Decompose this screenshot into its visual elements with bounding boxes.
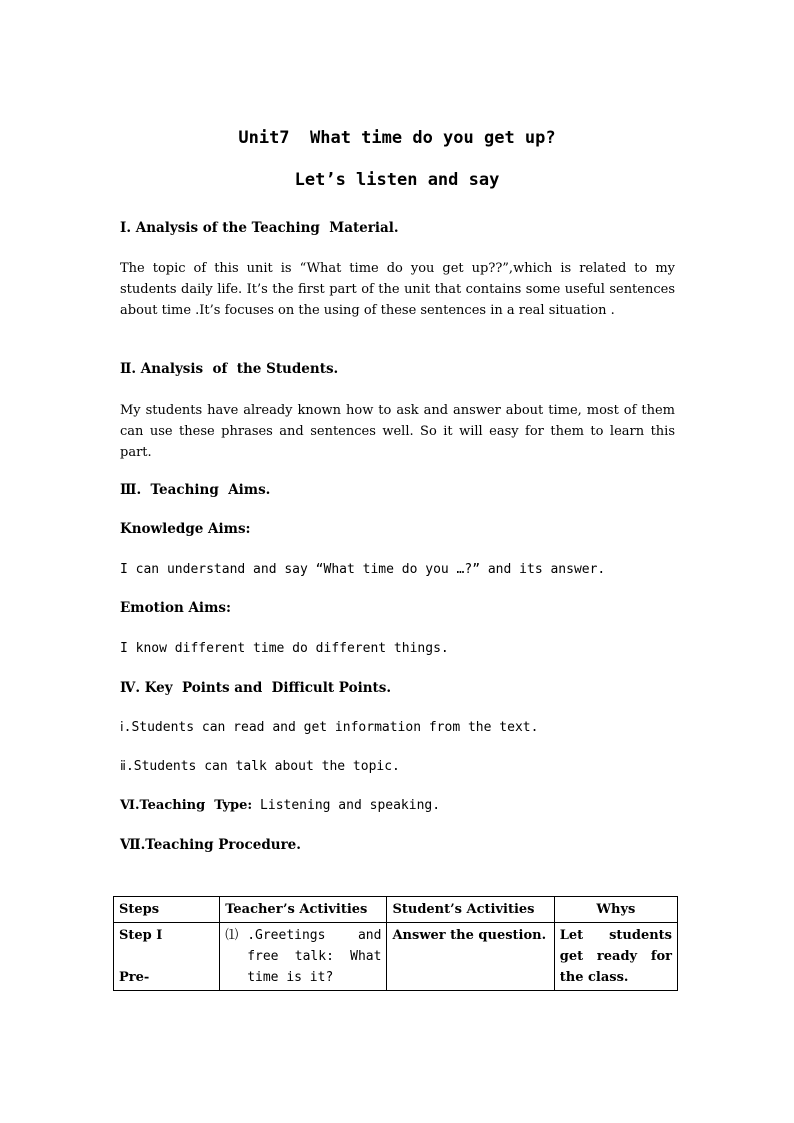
key-point-1: ⅰ.Students can read and get information from the text.: [120, 720, 539, 735]
header-whys: Whys: [554, 897, 677, 923]
student-activity-cell: Answer the question.: [387, 923, 554, 991]
procedure-table: [113, 896, 678, 991]
page-subtitle: Let’s listen and say: [294, 170, 500, 190]
table-row: [114, 923, 678, 991]
knowledge-aims-heading: Knowledge Aims:: [120, 521, 251, 537]
header-steps: Steps: [114, 897, 220, 923]
section-2-text: My students have already known how to ask and answer about time, most of them can use these phrases and sentences well. So it will easy for them to learn this part.: [120, 403, 675, 460]
section-1-heading: Ⅰ. Analysis of the Teaching Material.: [120, 220, 399, 236]
step-sublabel: Pre-: [119, 970, 150, 985]
section-7-heading: Ⅶ.Teaching Procedure.: [120, 837, 301, 853]
header-teacher-activities: Teacher’s Activities: [220, 897, 387, 923]
section-1-text: The topic of this unit is “What time do you get up??”,which is related to my students daily life. It’s the first part of the unit that contains some useful sentences about time .It’s focuses on the using of these sentences in a real situation .: [120, 261, 675, 318]
emotion-aims-heading: Emotion Aims:: [120, 600, 231, 616]
key-point-2: ⅱ.Students can talk about the topic.: [120, 759, 400, 774]
step-label: Step Ⅰ: [119, 928, 163, 943]
teaching-type-line: [120, 798, 440, 813]
section-3-heading: Ⅲ. Teaching Aims.: [120, 482, 271, 498]
section-4-heading: Ⅳ. Key Points and Difficult Points.: [120, 680, 392, 696]
step-cell: [114, 923, 220, 991]
page-title: Unit7 What time do you get up?: [238, 128, 556, 148]
item-number: ⑴: [225, 928, 239, 943]
section-2-heading: Ⅱ. Analysis of the Students.: [120, 361, 339, 377]
teaching-type-value: Listening and speaking.: [252, 798, 441, 813]
teaching-type-label: Ⅵ.Teaching Type:: [120, 798, 253, 813]
header-student-activities: Student’s Activities: [387, 897, 554, 923]
why-cell: Let students get ready for the class.: [554, 923, 677, 991]
teacher-activity-cell: [220, 923, 387, 991]
teacher-activity-text: .Greetings and free talk: What time is it?: [247, 928, 382, 985]
knowledge-aims-text: I can understand and say “What time do you …?” and its answer.: [120, 562, 606, 577]
table-header-row: [114, 897, 678, 923]
emotion-aims-text: I know different time do different things.: [120, 641, 449, 656]
